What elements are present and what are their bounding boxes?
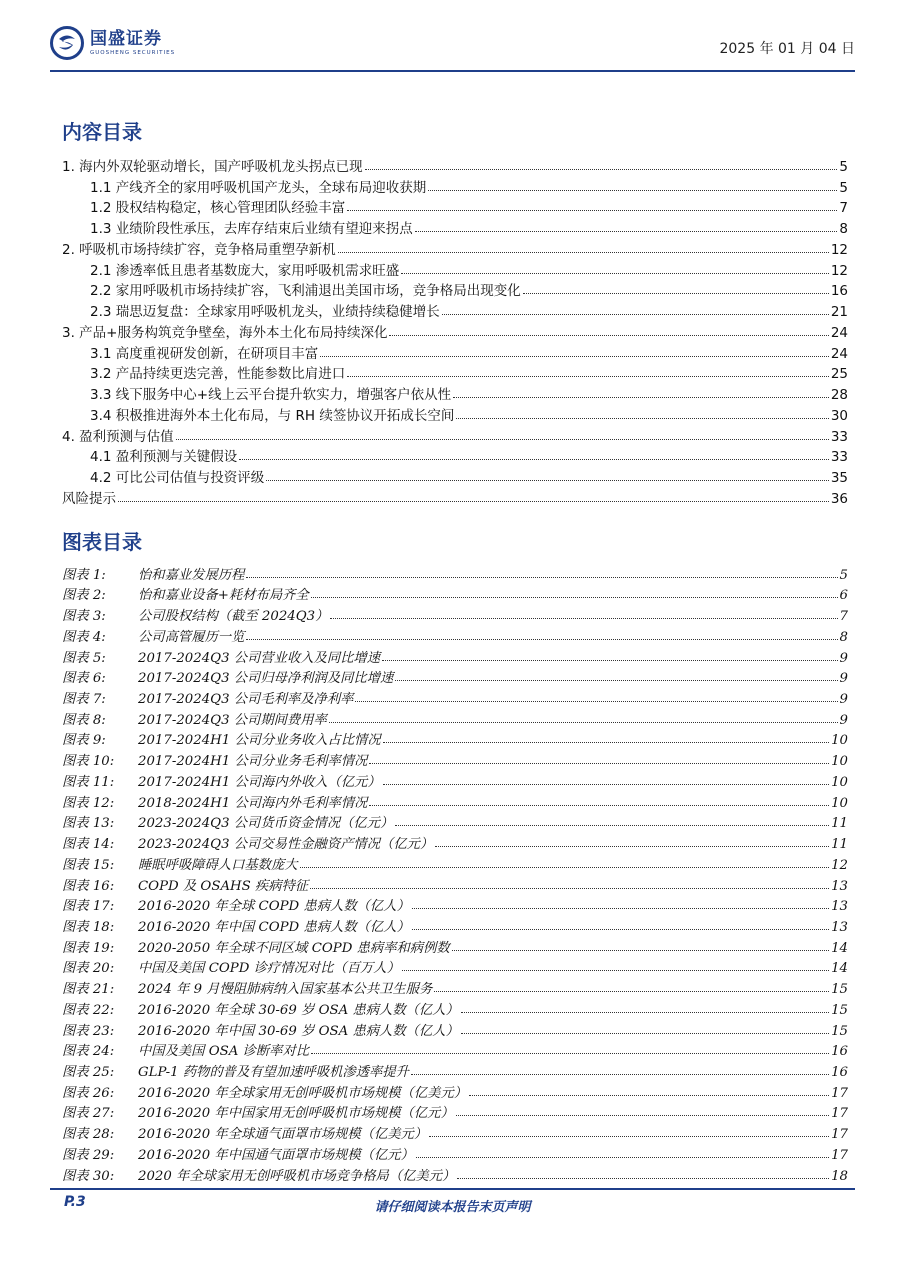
figure-entry-number: 图表 15: (62, 857, 115, 873)
figure-entry-page: 7 (839, 609, 848, 625)
toc-entry[interactable] (62, 154, 848, 175)
figure-entry[interactable] (62, 748, 848, 769)
toc-entry-page: 5 (839, 158, 848, 175)
figure-entry-number: 图表 16: (62, 878, 115, 894)
figure-entry-label: 2017-2024Q3 公司归母净利润及同比增速 (138, 671, 394, 687)
figure-entry[interactable] (62, 769, 848, 790)
figure-entry-number: 图表 9: (62, 733, 106, 749)
figure-leader-dots (300, 867, 830, 868)
figure-entry-number: 图表 5: (62, 650, 106, 666)
figure-entry-number: 图表 27: (62, 1106, 115, 1122)
toc-leader-dots (401, 273, 829, 274)
figure-entry-label: 中国及美国 OSA 诊断率对比 (138, 1044, 310, 1060)
figure-entry-label: COPD 及 OSAHS 疾病特征 (138, 878, 309, 894)
figure-entry[interactable] (62, 1101, 848, 1122)
figure-entry-page: 14 (831, 940, 848, 956)
figure-entry-number: 图表 10: (62, 754, 115, 770)
figure-entry[interactable] (62, 728, 848, 749)
figure-entry-page: 17 (831, 1106, 848, 1122)
figure-leader-dots (395, 825, 829, 826)
figure-entry-page: 10 (831, 795, 848, 811)
toc-entry-label: 3.3 线下服务中心+线上云平台提升软实力，增强客户依从性 (90, 387, 452, 403)
figure-entry-number: 图表 2: (62, 588, 106, 604)
figure-leader-dots (355, 701, 837, 702)
figure-leader-dots (311, 597, 838, 598)
figure-leader-dots (412, 929, 829, 930)
toc-entry-label: 3.1 高度重视研发创新，在研项目丰富 (90, 345, 319, 362)
figure-entry-label: 睡眠呼吸障碍人口基数庞大 (138, 857, 298, 873)
figure-entry-page: 8 (839, 629, 848, 645)
figure-entry-number: 图表 13: (62, 816, 115, 832)
figure-entry-number: 图表 23: (62, 1023, 115, 1039)
toc-entry-page: 28 (830, 387, 848, 403)
figure-entry-label: 2017-2024H1 公司海内外收入（亿元） (138, 774, 381, 790)
toc-entry-label: 风险提示 (62, 490, 116, 507)
toc-entry-label: 2.1 渗透率低且患者基数庞大，家用呼吸机需求旺盛 (90, 262, 400, 279)
figure-entry-page: 9 (839, 712, 848, 728)
toc-entry[interactable] (62, 445, 848, 466)
figure-leader-dots (310, 888, 829, 889)
figure-leader-dots (330, 618, 837, 619)
figure-entry-page: 13 (831, 899, 848, 915)
toc-entry[interactable] (62, 403, 848, 424)
figure-leader-dots (383, 784, 829, 785)
figure-entry[interactable] (62, 914, 848, 935)
figures-list (62, 562, 848, 1184)
toc-entry-label: 4. 盈利预测与估值 (62, 428, 174, 445)
toc-entry-page: 8 (839, 221, 848, 237)
figure-entry-number: 图表 24: (62, 1044, 115, 1060)
toc-leader-dots (347, 210, 837, 211)
toc-entry-label: 3.4 积极推进海外本土化布局，与 RH 续签协议开拓成长空间 (90, 407, 455, 424)
figure-entry-page: 18 (831, 1168, 848, 1184)
figure-entry-page: 10 (831, 774, 848, 790)
figure-entry-label: 2016-2020 年中国 COPD 患病人数（亿人） (138, 919, 410, 935)
toc-entry-page: 30 (830, 407, 848, 424)
brand-logo-icon (50, 26, 84, 60)
figure-entry-number: 图表 11: (62, 774, 115, 790)
report-date: 2025 年 01 月 04 日 (719, 41, 855, 57)
page-number: P.3 (64, 1194, 86, 1210)
figure-entry-number: 图表 18: (62, 919, 115, 935)
figure-entry-label: 2016-2020 年中国 30-69 岁 OSA 患病人数（亿人） (138, 1023, 459, 1039)
toc-entry-label: 1.1 产线齐全的家用呼吸机国产龙头，全球布局迎收获期 (90, 179, 427, 196)
figure-entry-label: 2024 年 9 月慢阻肺病纳入国家基本公共卫生服务 (138, 982, 433, 998)
figure-leader-dots (429, 1136, 829, 1137)
toc-entry[interactable] (62, 362, 848, 383)
toc-entry-page: 33 (830, 428, 848, 445)
toc-entry-label: 1.3 业绩阶段性承压，去库存结束后业绩有望迎来拐点 (90, 221, 413, 237)
toc-entry-page: 24 (830, 324, 848, 341)
toc-entry[interactable] (62, 341, 848, 362)
figure-entry[interactable] (62, 1163, 848, 1184)
figure-entry-page: 9 (839, 692, 848, 708)
toc-leader-dots (176, 439, 829, 440)
toc-entry-label: 1. 海内外双轮驱动增长，国产呼吸机龙头拐点已现 (62, 158, 363, 175)
footer-disclaimer: 请仔细阅读本报告末页声明 (374, 1200, 531, 1215)
toc-entry-label: 1.2 股权结构稳定，核心管理团队经验丰富 (90, 200, 346, 217)
toc-entry-page: 16 (830, 283, 848, 300)
figure-entry-page: 16 (831, 1044, 848, 1060)
figure-entry-label: 2016-2020 年全球 COPD 患病人数（亿人） (138, 899, 410, 915)
toc-leader-dots (453, 397, 829, 398)
figure-leader-dots (461, 1012, 829, 1013)
figure-entry-label: 2023-2024Q3 公司交易性金融资产情况（亿元） (138, 837, 434, 853)
figure-entry[interactable] (62, 852, 848, 873)
figure-entry[interactable] (62, 707, 848, 728)
figure-entry-page: 6 (839, 588, 848, 604)
figure-entry[interactable] (62, 603, 848, 624)
toc-entry-label: 2. 呼吸机市场持续扩容，竞争格局重塑孕新机 (62, 241, 336, 258)
figure-entry-page: 13 (831, 878, 848, 894)
toc-entry[interactable] (62, 175, 848, 196)
header-divider (50, 70, 855, 72)
figure-entry-label: 2017-2024H1 公司分业务收入占比情况 (138, 733, 381, 749)
toc-entry-label: 4.2 可比公司估值与投资评级 (90, 470, 265, 486)
toc-entry[interactable] (62, 196, 848, 217)
figure-entry-number: 图表 4: (62, 629, 106, 645)
figure-entry-label: 2017-2024Q3 公司期间费用率 (138, 712, 327, 728)
toc-leader-dots (347, 376, 829, 377)
toc-entry[interactable] (62, 299, 848, 320)
figure-entry-number: 图表 3: (62, 609, 106, 625)
figure-leader-dots (452, 950, 829, 951)
figure-entry-number: 图表 29: (62, 1147, 115, 1163)
figure-entry-number: 图表 14: (62, 837, 115, 853)
figure-entry-page: 12 (831, 857, 848, 873)
figure-entry[interactable] (62, 1121, 848, 1142)
figure-entry-number: 图表 26: (62, 1085, 115, 1101)
figure-leader-dots (369, 805, 829, 806)
toc-entry[interactable] (62, 216, 848, 237)
figure-entry[interactable] (62, 1059, 848, 1080)
figure-entry-label: 公司高管履历一览 (138, 629, 245, 645)
toc-leader-dots (118, 501, 829, 502)
figure-entry[interactable] (62, 1142, 848, 1163)
figure-entry-label: 公司股权结构（截至 2024Q3） (138, 609, 329, 625)
figure-entry-label: 中国及美国 COPD 诊疗情况对比（百万人） (138, 961, 400, 977)
figure-entry-label: 2018-2024H1 公司海内外毛利率情况 (138, 795, 368, 811)
figure-entry[interactable] (62, 686, 848, 707)
figure-entry-number: 图表 12: (62, 795, 115, 811)
figure-entry-number: 图表 21: (62, 982, 115, 998)
figure-leader-dots (395, 680, 837, 681)
figure-leader-dots (457, 1178, 829, 1179)
figure-leader-dots (329, 722, 838, 723)
figure-entry-page: 16 (831, 1064, 848, 1080)
toc-entry[interactable] (62, 237, 848, 258)
toc-entry[interactable] (62, 424, 848, 445)
figure-entry-label: 2016-2020 年中国家用无创呼吸机市场规模（亿元） (138, 1106, 454, 1122)
figure-entry[interactable] (62, 873, 848, 894)
toc-entry[interactable] (62, 258, 848, 279)
figure-leader-dots (412, 908, 829, 909)
toc-leader-dots (456, 418, 828, 419)
figure-entry-label: 2016-2020 年全球通气面罩市场规模（亿美元） (138, 1127, 428, 1143)
figure-entry-label: GLP-1 药物的普及有望加速呼吸机渗透率提升 (138, 1064, 409, 1080)
figure-leader-dots (434, 991, 829, 992)
brand-name-cn: 国盛证券 (90, 29, 162, 49)
page-header (50, 26, 855, 66)
figure-entry-page: 11 (831, 816, 848, 832)
contents-title: 内容目录 (62, 120, 142, 144)
toc-leader-dots (415, 231, 838, 232)
figure-leader-dots (435, 846, 829, 847)
figure-entry-number: 图表 28: (62, 1127, 115, 1143)
figure-leader-dots (416, 1157, 829, 1158)
figure-entry[interactable] (62, 624, 848, 645)
figure-entry-number: 图表 20: (62, 961, 115, 977)
figure-entry-label: 怡和嘉业设备+耗材布局齐全 (138, 588, 309, 604)
figure-entry[interactable] (62, 935, 848, 956)
figure-entry-label: 2020-2050 年全球不同区域 COPD 患病率和病例数 (138, 940, 450, 956)
toc-entry[interactable] (62, 279, 848, 300)
figure-entry-page: 17 (831, 1085, 848, 1101)
figure-leader-dots (456, 1115, 829, 1116)
figure-leader-dots (461, 1033, 829, 1034)
figure-entry-label: 2016-2020 年全球家用无创呼吸机市场规模（亿美元） (138, 1085, 468, 1101)
toc-entry-page: 24 (830, 345, 848, 362)
figures-title: 图表目录 (62, 530, 142, 554)
figure-entry-number: 图表 22: (62, 1002, 115, 1018)
figure-entry[interactable] (62, 645, 848, 666)
figure-entry-label: 2017-2024Q3 公司毛利率及净利率 (138, 692, 354, 708)
figure-entry-label: 2016-2020 年全球 30-69 岁 OSA 患病人数（亿人） (138, 1002, 459, 1018)
figure-entry-number: 图表 25: (62, 1064, 115, 1080)
figure-entry-page: 11 (831, 837, 848, 853)
toc-entry-page: 12 (830, 262, 848, 279)
figure-entry-label: 2016-2020 年中国通气面罩市场规模（亿元） (138, 1147, 414, 1163)
figure-entry-page: 5 (839, 567, 848, 583)
figure-entry-page: 9 (839, 650, 848, 666)
figure-entry-label: 2017-2024Q3 公司营业收入及同比增速 (138, 650, 381, 666)
footer-divider (50, 1188, 855, 1190)
figure-entry-label: 2023-2024Q3 公司货币资金情况（亿元） (138, 816, 394, 832)
toc-entry-page: 21 (830, 304, 848, 320)
toc-entry[interactable] (62, 320, 848, 341)
figure-entry[interactable] (62, 831, 848, 852)
toc-leader-dots (266, 480, 829, 481)
toc-entry-label: 3.2 产品持续更迭完善，性能参数比肩进口 (90, 366, 346, 383)
figure-entry[interactable] (62, 997, 848, 1018)
figure-leader-dots (402, 970, 829, 971)
figure-leader-dots (246, 577, 837, 578)
contents-list (62, 154, 848, 507)
figure-entry[interactable] (62, 976, 848, 997)
figure-entry[interactable] (62, 956, 848, 977)
figure-entry[interactable] (62, 894, 848, 915)
figure-entry-page: 17 (831, 1147, 848, 1163)
figure-entry[interactable] (62, 666, 848, 687)
figure-leader-dots (369, 763, 829, 764)
toc-entry-label: 3. 产品+服务构筑竞争壁垒，海外本土化布局持续深化 (62, 324, 388, 341)
toc-entry-page: 7 (839, 200, 848, 217)
toc-entry-page: 35 (830, 470, 848, 486)
figure-entry-page: 10 (831, 754, 848, 770)
toc-entry[interactable] (62, 382, 848, 403)
brand-logo (50, 26, 175, 60)
figure-entry-page: 14 (831, 961, 848, 977)
figure-leader-dots (246, 639, 837, 640)
figure-entry-number: 图表 6: (62, 671, 106, 687)
toc-entry-page: 36 (830, 490, 848, 507)
figure-entry[interactable] (62, 562, 848, 583)
figure-entry-number: 图表 17: (62, 899, 115, 915)
toc-entry-label: 2.2 家用呼吸机市场持续扩容，飞利浦退出美国市场，竞争格局出现变化 (90, 283, 521, 300)
toc-entry-page: 12 (830, 241, 848, 258)
figure-entry-page: 10 (831, 733, 848, 749)
figure-entry[interactable] (62, 1039, 848, 1060)
figure-entry-page: 15 (831, 1002, 848, 1018)
toc-leader-dots (442, 314, 829, 315)
toc-leader-dots (365, 169, 838, 170)
figure-entry-number: 图表 7: (62, 692, 106, 708)
figure-entry-label: 2017-2024H1 公司分业务毛利率情况 (138, 754, 368, 770)
brand-name-en: GUOSHENG SECURITIES (90, 50, 176, 56)
figure-entry-number: 图表 1: (62, 567, 106, 583)
figure-entry[interactable] (62, 790, 848, 811)
toc-entry-label: 4.1 盈利预测与关键假设 (90, 449, 238, 466)
figure-entry-page: 15 (831, 982, 848, 998)
figure-entry-number: 图表 8: (62, 712, 106, 728)
figure-leader-dots (311, 1053, 829, 1054)
figure-entry-page: 9 (839, 671, 848, 687)
toc-entry-page: 33 (830, 449, 848, 466)
toc-leader-dots (338, 252, 829, 253)
figure-entry-page: 13 (831, 919, 848, 935)
figure-leader-dots (411, 1074, 829, 1075)
toc-entry-label: 2.3 瑞思迈复盘：全球家用呼吸机龙头，业绩持续稳健增长 (90, 304, 440, 320)
toc-entry[interactable] (62, 486, 848, 507)
figure-leader-dots (469, 1095, 829, 1096)
toc-leader-dots (239, 459, 829, 460)
figure-leader-dots (383, 742, 829, 743)
figure-entry-number: 图表 19: (62, 940, 115, 956)
figure-entry-page: 15 (831, 1023, 848, 1039)
figure-entry-label: 2020 年全球家用无创呼吸机市场竞争格局（亿美元） (138, 1168, 456, 1184)
figure-entry-page: 17 (831, 1127, 848, 1143)
figure-entry[interactable] (62, 1080, 848, 1101)
figure-entry-number: 图表 30: (62, 1168, 115, 1184)
toc-entry-page: 25 (830, 366, 848, 383)
toc-leader-dots (523, 293, 829, 294)
figure-leader-dots (382, 660, 838, 661)
figure-entry[interactable] (62, 583, 848, 604)
figure-entry[interactable] (62, 811, 848, 832)
toc-leader-dots (320, 356, 829, 357)
figure-entry[interactable] (62, 1018, 848, 1039)
toc-leader-dots (389, 335, 828, 336)
toc-leader-dots (428, 190, 837, 191)
toc-entry-page: 5 (839, 179, 848, 196)
toc-entry[interactable] (62, 465, 848, 486)
figure-entry-label: 怡和嘉业发展历程 (138, 567, 245, 583)
